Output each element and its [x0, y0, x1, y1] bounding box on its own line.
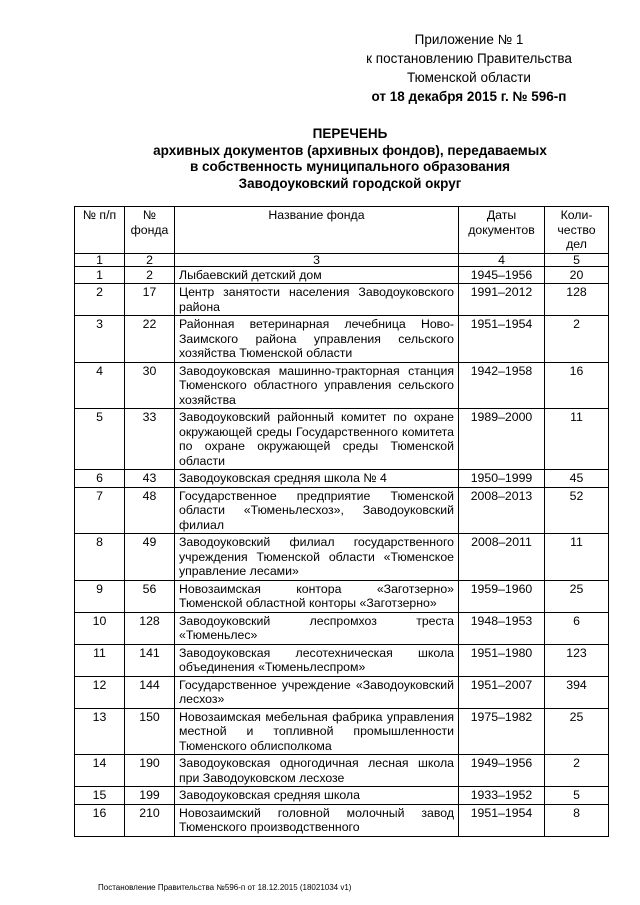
fond-name: Государственное учреждение «Заводоуковский лесхоз» [175, 676, 459, 708]
document-dates: 2008–2011 [459, 534, 545, 581]
fond-number: 56 [125, 580, 175, 612]
file-count: 2 [545, 755, 609, 787]
col-index: 2 [125, 253, 175, 266]
fonds-table [74, 206, 609, 837]
row-number: 4 [75, 362, 125, 409]
row-number: 6 [75, 470, 125, 488]
footer-note: Постановление Правительства №596-п от 18.12.2015 (18021034 v1) [98, 883, 352, 892]
title-line-4: Заводоуковский городской округ [238, 175, 462, 191]
document-dates: 1950–1999 [459, 470, 545, 488]
table-row [75, 409, 609, 470]
fond-number: 150 [125, 708, 175, 755]
column-index-row [75, 253, 609, 266]
fond-number: 48 [125, 487, 175, 534]
fond-number: 199 [125, 787, 175, 805]
fond-number: 33 [125, 409, 175, 470]
row-number: 15 [75, 787, 125, 805]
fond-name: Заводоуковская средняя школа № 4 [175, 470, 459, 488]
row-number: 13 [75, 708, 125, 755]
fond-name: Заводоуковская одногодичная лесная школа при Заводоуковском лесхозе [175, 755, 459, 787]
document-dates: 1942–1958 [459, 362, 545, 409]
row-number: 16 [75, 804, 125, 836]
document-dates: 1945–1956 [459, 266, 545, 284]
document-dates: 1951–1980 [459, 644, 545, 676]
fond-number: 190 [125, 755, 175, 787]
file-count: 16 [545, 362, 609, 409]
table-row [75, 316, 609, 363]
file-count: 45 [545, 470, 609, 488]
file-count: 25 [545, 580, 609, 612]
file-count: 25 [545, 708, 609, 755]
title-line-2: архивных документов (архивных фондов), передаваемых [153, 142, 547, 158]
row-number: 1 [75, 266, 125, 284]
fond-name: Заводоуковская лесотехническая школа объединения «Тюменьлеспром» [175, 644, 459, 676]
row-number: 3 [75, 316, 125, 363]
fond-name: Заводоуковский леспромхоз треста «Тюменьлес» [175, 612, 459, 644]
fond-number: 30 [125, 362, 175, 409]
title-line-1: ПЕРЕЧЕНЬ [312, 126, 388, 141]
fond-name: Государственное предприятие Тюменской области «Тюменьлесхоз», Заводоуковский филиал [175, 487, 459, 534]
title-line-3: в собственность муниципального образования [189, 159, 511, 174]
document-title [90, 126, 610, 192]
row-number: 8 [75, 534, 125, 581]
document-dates: 1951–1954 [459, 804, 545, 836]
document-dates: 1991–2012 [459, 284, 545, 316]
document-dates: 1951–1954 [459, 316, 545, 363]
fond-name: Заводоуковский районный комитет по охране окружающей среды Государственного комитета по охране окружающей среды Тюменской области [175, 409, 459, 470]
col-header-num: № п/п [75, 207, 125, 254]
table-row [75, 266, 609, 284]
row-number: 2 [75, 284, 125, 316]
document-dates: 2008–2013 [459, 487, 545, 534]
table-row [75, 804, 609, 836]
fond-name: Лыбаевский детский дом [175, 266, 459, 284]
row-number: 14 [75, 755, 125, 787]
table-row [75, 676, 609, 708]
file-count: 8 [545, 804, 609, 836]
document-dates: 1948–1953 [459, 612, 545, 644]
row-number: 5 [75, 409, 125, 470]
row-number: 10 [75, 612, 125, 644]
col-index: 4 [459, 253, 545, 266]
appendix-header [354, 30, 584, 106]
fond-number: 128 [125, 612, 175, 644]
row-number: 11 [75, 644, 125, 676]
row-number: 7 [75, 487, 125, 534]
table-row [75, 580, 609, 612]
file-count: 11 [545, 409, 609, 470]
col-header-fond: № фонда [125, 207, 175, 254]
document-dates: 1959–1960 [459, 580, 545, 612]
row-number: 12 [75, 676, 125, 708]
document-dates: 1933–1952 [459, 787, 545, 805]
table-header-row [75, 207, 609, 254]
document-dates: 1975–1982 [459, 708, 545, 755]
col-header-name: Название фонда [175, 207, 459, 254]
col-header-count: Коли-чество дел [545, 207, 609, 254]
file-count: 123 [545, 644, 609, 676]
fond-name: Новозаимская контора «Заготзерно» Тюменской областной конторы «Заготзерно» [175, 580, 459, 612]
fond-name: Заводоуковская средняя школа [175, 787, 459, 805]
file-count: 52 [545, 487, 609, 534]
table-row [75, 644, 609, 676]
table-row [75, 708, 609, 755]
fond-number: 49 [125, 534, 175, 581]
file-count: 394 [545, 676, 609, 708]
appendix-date: от 18 декабря 2015 г. № 596-п [371, 89, 567, 104]
appendix-region: Тюменской области [407, 70, 531, 85]
table-row [75, 284, 609, 316]
file-count: 128 [545, 284, 609, 316]
col-index: 1 [75, 253, 125, 266]
fond-number: 2 [125, 266, 175, 284]
fond-number: 22 [125, 316, 175, 363]
table-row [75, 362, 609, 409]
file-count: 5 [545, 787, 609, 805]
fond-number: 141 [125, 644, 175, 676]
file-count: 20 [545, 266, 609, 284]
fond-name: Заводоуковская машинно-тракторная станция Тюменского областного управления сельского хозяйства [175, 362, 459, 409]
fond-number: 144 [125, 676, 175, 708]
fond-number: 43 [125, 470, 175, 488]
col-index: 5 [545, 253, 609, 266]
table-row [75, 612, 609, 644]
table-row [75, 470, 609, 488]
fond-number: 210 [125, 804, 175, 836]
file-count: 6 [545, 612, 609, 644]
fond-number: 17 [125, 284, 175, 316]
document-dates: 1951–2007 [459, 676, 545, 708]
row-number: 9 [75, 580, 125, 612]
appendix-ref: к постановлению Правительства [366, 51, 572, 66]
table-row [75, 487, 609, 534]
document-dates: 1949–1956 [459, 755, 545, 787]
appendix-number: Приложение № 1 [414, 32, 524, 47]
table-row [75, 787, 609, 805]
fond-name: Районная ветеринарная лечебница Ново-Заимского района управления сельского хозяйства Тюменской области [175, 316, 459, 363]
fond-name: Новозаимская мебельная фабрика управления местной и топливной промышленности Тюменского облисполкома [175, 708, 459, 755]
fond-name: Новозаимский головной молочный завод Тюменского производственного [175, 804, 459, 836]
col-header-dates: Даты документов [459, 207, 545, 254]
document-dates: 1989–2000 [459, 409, 545, 470]
file-count: 11 [545, 534, 609, 581]
file-count: 2 [545, 316, 609, 363]
fond-name: Центр занятости населения Заводоуковского района [175, 284, 459, 316]
fond-name: Заводоуковский филиал государственного учреждения Тюменской области «Тюменское управление лесами» [175, 534, 459, 581]
table-row [75, 534, 609, 581]
col-index: 3 [175, 253, 459, 266]
table-row [75, 755, 609, 787]
